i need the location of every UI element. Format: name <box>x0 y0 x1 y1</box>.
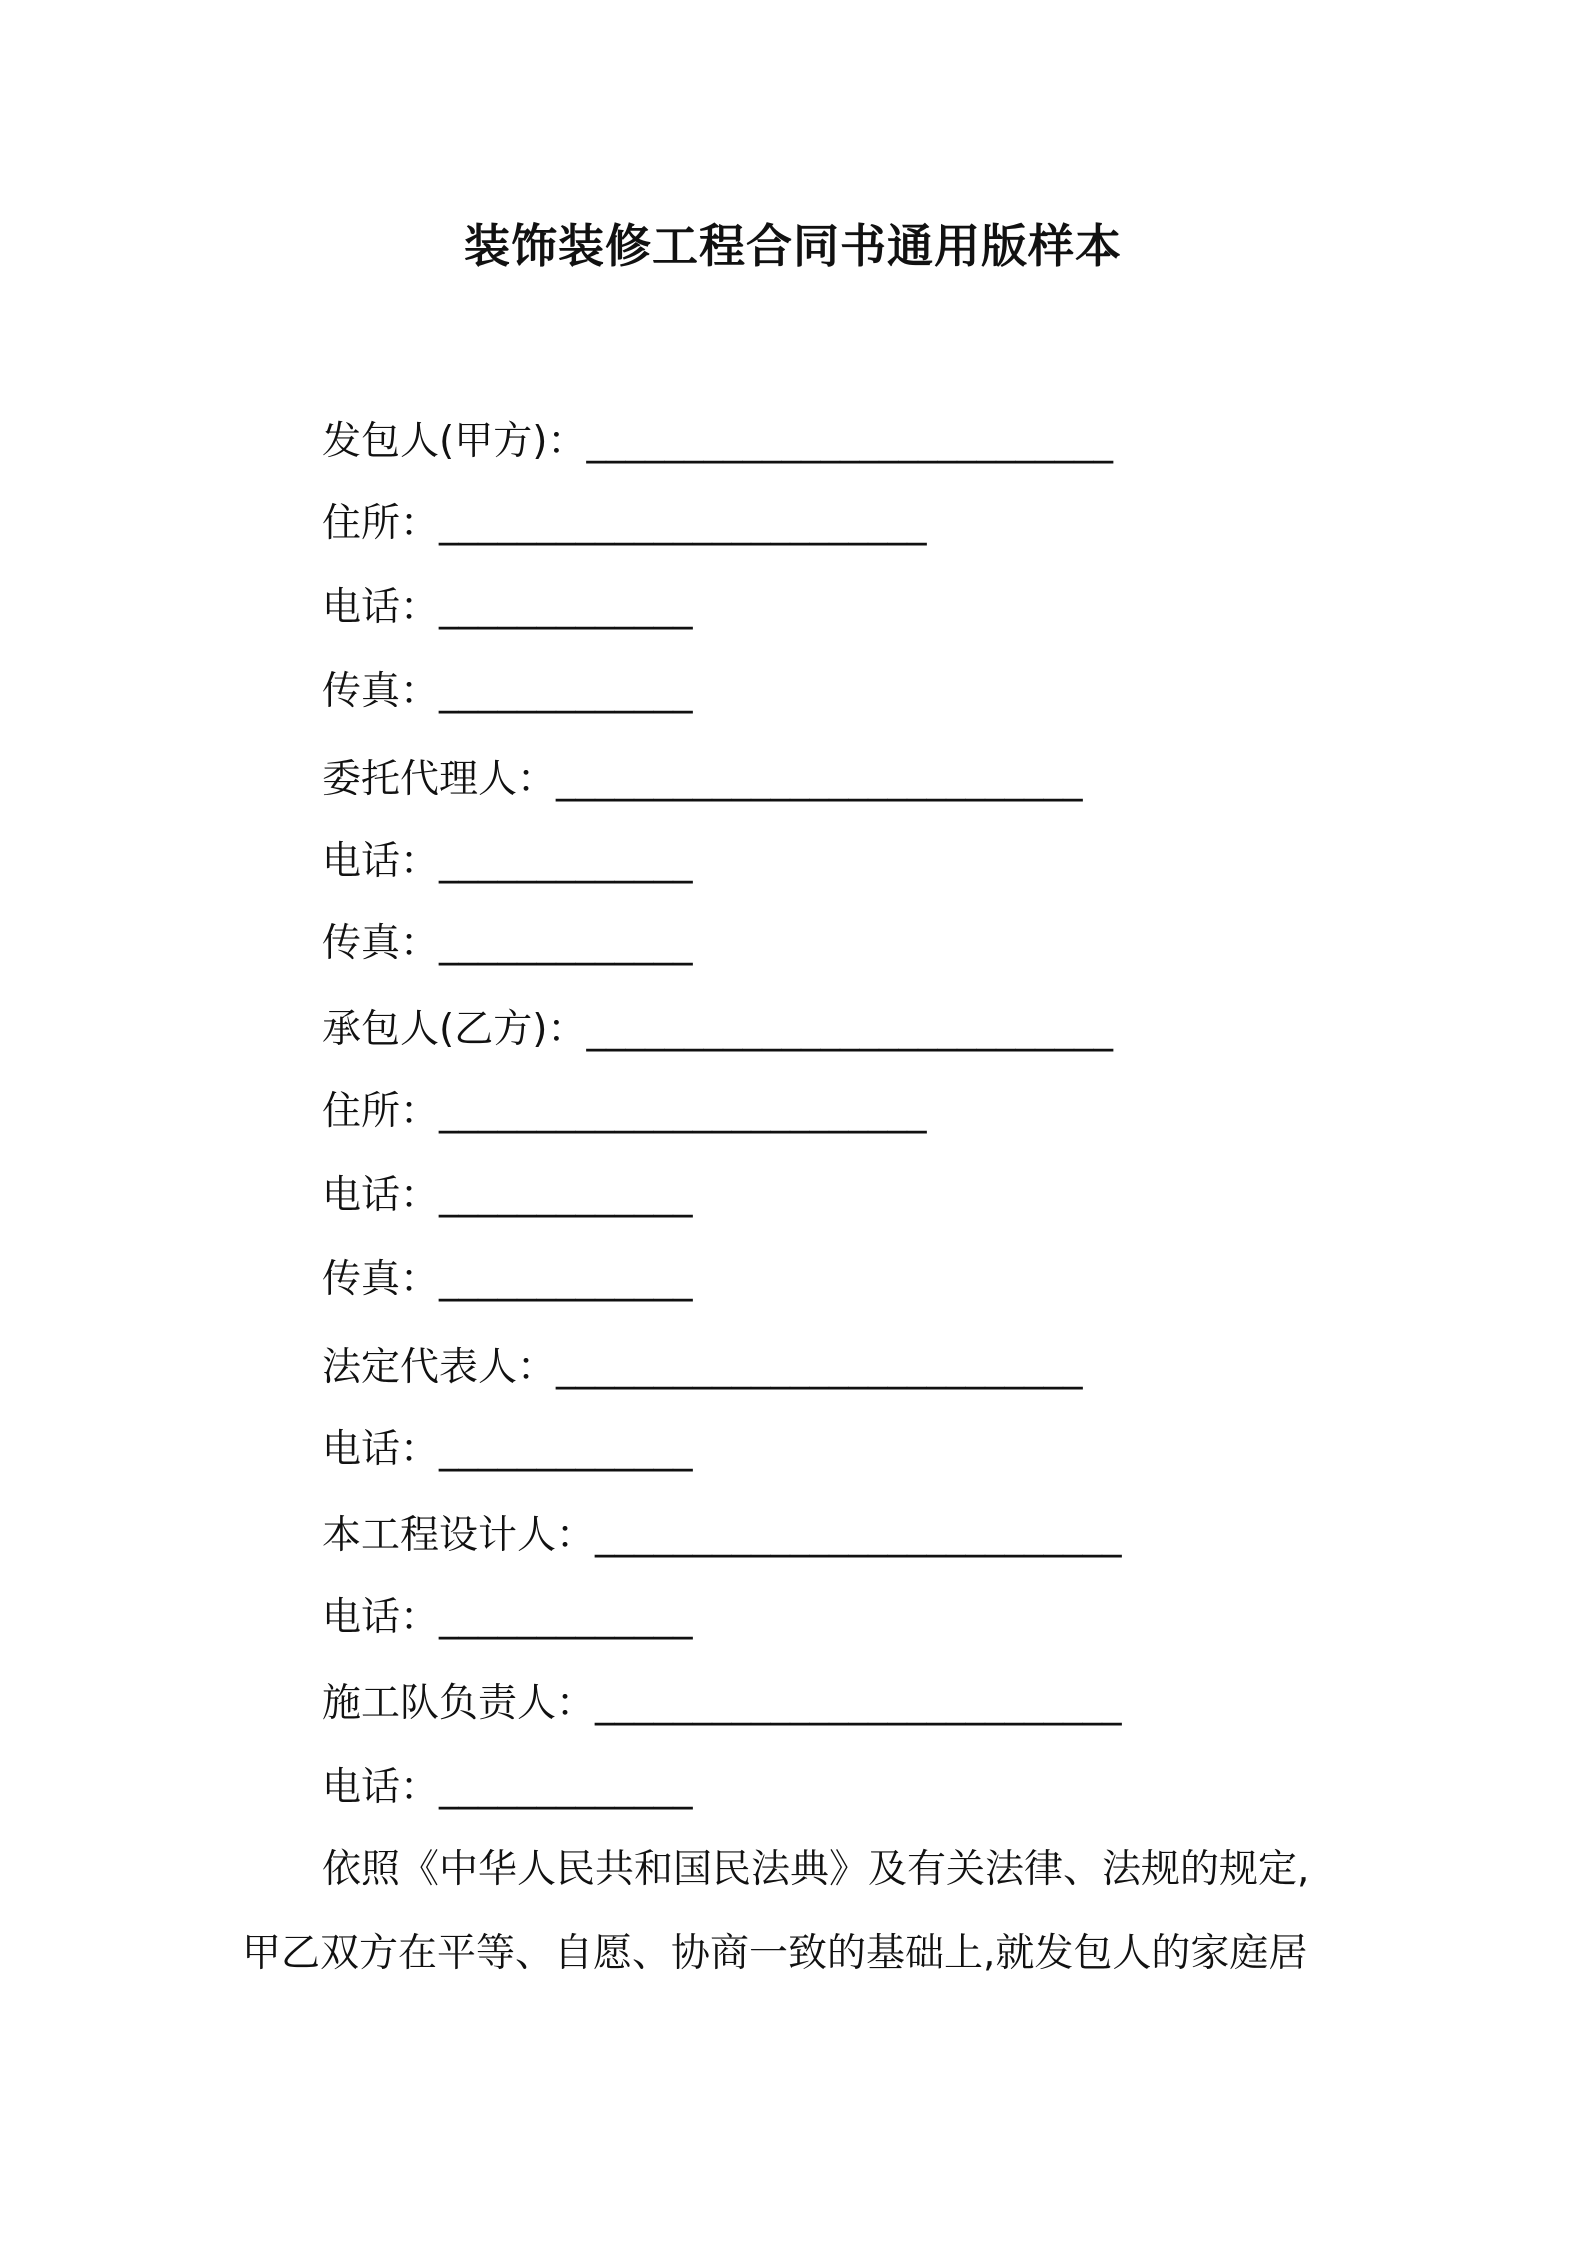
field-agent <box>322 752 1083 808</box>
field-blank: ___________________________ <box>556 1345 1083 1390</box>
field-blank: _________________________ <box>439 1089 927 1134</box>
field-crew-leader <box>322 1676 1122 1732</box>
field-label: 承包人(乙方)： <box>322 1007 587 1052</box>
field-blank: _____________ <box>439 1765 693 1810</box>
field-label: 住所： <box>322 1089 440 1134</box>
field-legal-rep <box>322 1340 1083 1396</box>
field-label: 电话： <box>322 585 440 630</box>
field-label: 传真： <box>322 1257 440 1302</box>
field-blank: ___________________________ <box>595 1681 1122 1726</box>
field-label: 电话： <box>322 839 440 884</box>
field-phone-a <box>322 580 693 636</box>
field-address-b <box>322 1084 927 1140</box>
field-blank: _____________ <box>439 585 693 630</box>
field-label: 委托代理人： <box>322 757 557 802</box>
field-blank: ___________________________ <box>586 1007 1113 1052</box>
field-label: 发包人(甲方)： <box>322 419 587 464</box>
field-fax-b <box>322 1252 693 1308</box>
field-designer <box>322 1508 1122 1564</box>
field-blank: _____________ <box>439 839 693 884</box>
field-blank: _____________ <box>439 1427 693 1472</box>
field-party-a <box>322 414 1113 470</box>
field-label: 电话： <box>322 1427 440 1472</box>
field-fax-a <box>322 664 693 720</box>
body-paragraph-line-2: 甲乙双方在平等、自愿、协商一致的基础上,就发包人的家庭居 <box>242 1931 1308 1976</box>
field-label: 施工队负责人： <box>322 1681 596 1726</box>
field-label: 电话： <box>322 1595 440 1640</box>
body-paragraph-line-1: 依照《中华人民共和国民法典》及有关法律、法规的规定, <box>322 1847 1310 1892</box>
field-blank: _____________ <box>439 669 693 714</box>
field-label: 传真： <box>322 921 440 966</box>
field-legal-rep-phone <box>322 1422 693 1478</box>
field-blank: _____________ <box>439 921 693 966</box>
field-blank: _____________ <box>439 1595 693 1640</box>
field-blank: _____________ <box>439 1257 693 1302</box>
field-crew-leader-phone <box>322 1760 693 1816</box>
field-party-b <box>322 1002 1113 1058</box>
field-label: 本工程设计人： <box>322 1513 596 1558</box>
field-label: 住所： <box>322 501 440 546</box>
field-blank: _________________________ <box>439 501 927 546</box>
document-title: 装饰装修工程合同书通用版样本 <box>464 219 1122 273</box>
field-blank: _____________ <box>439 1173 693 1218</box>
field-blank: ___________________________ <box>556 757 1083 802</box>
field-label: 传真： <box>322 669 440 714</box>
field-agent-fax <box>322 916 693 972</box>
field-address-a <box>322 496 927 552</box>
field-phone-b <box>322 1168 693 1224</box>
field-blank: ___________________________ <box>586 419 1113 464</box>
field-blank: ___________________________ <box>595 1513 1122 1558</box>
field-label: 电话： <box>322 1173 440 1218</box>
field-label: 电话： <box>322 1765 440 1810</box>
field-designer-phone <box>322 1590 693 1646</box>
field-agent-phone <box>322 834 693 890</box>
field-label: 法定代表人： <box>322 1345 557 1390</box>
